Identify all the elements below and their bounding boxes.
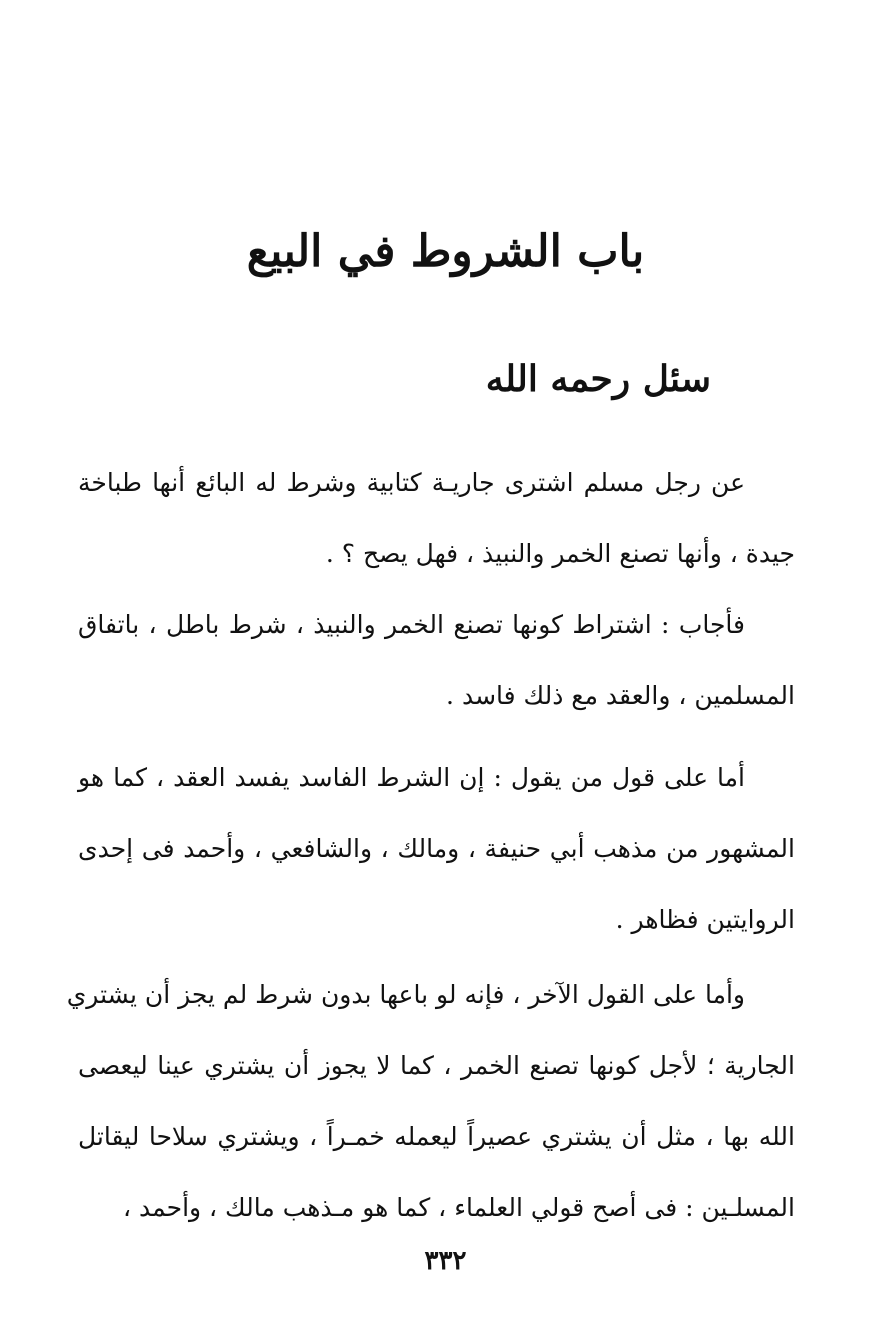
chapter-title: باب الشروط في البيع xyxy=(246,226,645,277)
paragraph-line-text: المسلمين ، والعقد مع ذلك فاسد . xyxy=(446,681,795,710)
paragraph-line-text: وأما على القول الآخر ، فإنه لو باعها بدون شرط لم يجز أن يشتري xyxy=(66,980,745,1009)
paragraph-line-text: الله بها ، مثل أن يشتري عصيراً ليعمله خمـراً ، ويشتري سلاحا ليقاتل xyxy=(78,1122,795,1151)
paragraph-answer xyxy=(78,612,795,754)
section-title: سئل رحمه الله xyxy=(485,358,711,400)
paragraph-first-opinion xyxy=(78,765,795,978)
paragraph-line-text: المسلـين : فى أصح قولي العلماء ، كما هو مـذهب مالك ، وأحمد ، xyxy=(123,1193,795,1222)
paragraph-line-text: الروايتين فظاهر . xyxy=(615,905,795,934)
paragraph-question xyxy=(78,470,795,612)
paragraph-line-text: فأجاب : اشتراط كونها تصنع الخمر والنبيذ ، شرط باطل ، باتفاق xyxy=(78,610,745,639)
paragraph-line-text: أما على قول من يقول : إن الشرط الفاسد يفسد العقد ، كما هو xyxy=(78,763,745,792)
paragraph-line-text: عن رجل مسلم اشترى جاريـة كتابية وشرط له البائع أنها طباخة xyxy=(78,468,745,497)
paragraph-line-text: المشهور من مذهب أبي حنيفة ، ومالك ، والشافعي ، وأحمد فى إحدى xyxy=(78,834,795,863)
paragraph-line-text: جيدة ، وأنها تصنع الخمر والنبيذ ، فهل يصح ؟ . xyxy=(325,539,795,568)
page-number: ٣٣٢ xyxy=(424,1246,467,1276)
paragraph-second-opinion xyxy=(66,980,795,1266)
paragraph-line-text: الجارية ؛ لأجل كونها تصنع الخمر ، كما لا يجوز أن يشتري عينا ليعصى xyxy=(78,1051,795,1080)
